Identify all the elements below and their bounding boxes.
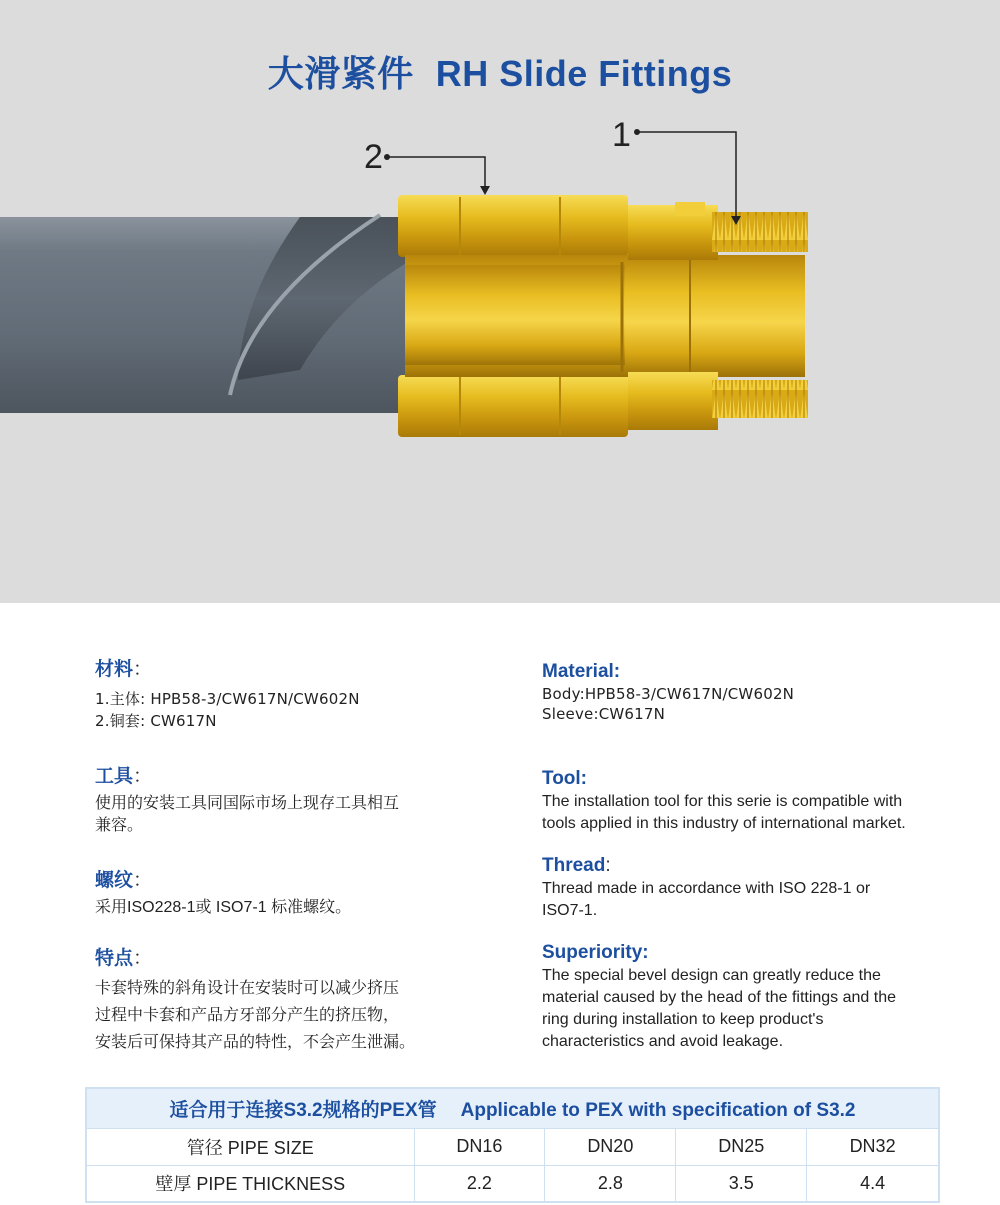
superiority-line-en: material caused by the head of the fittings and the — [542, 989, 897, 1006]
title-cn: 大滑紧件 — [267, 53, 414, 94]
spec-header-cn: 适合用于连接S3.2规格的PEX管 — [169, 1099, 437, 1121]
material-line-cn: 1.主体: HPB58-3/CW617N/CW602N — [95, 690, 360, 708]
callout-2-number: 2 — [364, 138, 383, 176]
tool-title-en: Tool: — [542, 768, 588, 789]
material-section-en — [542, 660, 962, 724]
thread-section-en — [542, 854, 962, 922]
thread-line-en: Thread made in accordance with ISO 228-1 or — [542, 880, 871, 897]
callout-2-leader — [387, 157, 485, 190]
feature-line-cn: 过程中卡套和产品方牙部分产生的挤压物， — [95, 1007, 400, 1024]
feature-line-cn: 安装后可保持其产品的特性，不会产生泄漏。 — [95, 1034, 416, 1051]
thread-title-en: Thread: — [542, 855, 611, 876]
tool-line-en: tools applied in this industry of international market. — [542, 815, 906, 832]
callout-1-number: 1 — [612, 116, 631, 154]
table-cell: 2.8 — [545, 1165, 676, 1202]
material-line-en: Sleeve:CW617N — [542, 705, 666, 723]
feature-title-cn: 特点： — [95, 948, 153, 969]
material-title-en: Material: — [542, 661, 621, 682]
spec-header-en: Applicable to PEX with specification of S3.2 — [460, 1099, 856, 1121]
table-cell: DN25 — [676, 1128, 807, 1165]
tool-section-cn — [95, 765, 495, 837]
thread-bottom — [712, 380, 808, 418]
tool-section-en — [542, 767, 962, 835]
table-cell: 2.2 — [414, 1165, 545, 1202]
brass-sleeve — [398, 195, 628, 257]
row-label-pipe-size: 管径 PIPE SIZE — [86, 1128, 414, 1165]
thread-top — [712, 212, 808, 252]
material-section-cn — [95, 658, 495, 732]
superiority-line-en: characteristics and avoid leakage. — [542, 1033, 784, 1050]
thread-title-cn: 螺纹： — [95, 870, 153, 891]
superiority-line-en: The special bevel design can greatly reduce the — [542, 967, 881, 984]
table-cell: DN20 — [545, 1128, 676, 1165]
table-cell: 3.5 — [676, 1165, 807, 1202]
superiority-line-en: ring during installation to keep product's — [542, 1011, 824, 1028]
table-row — [86, 1165, 939, 1202]
title-en: RH Slide Fittings — [435, 53, 733, 94]
feature-line-cn: 卡套特殊的斜角设计在安装时可以减少挤压 — [95, 980, 400, 997]
superiority-section-en — [542, 941, 962, 1053]
material-line-en: Body:HPB58-3/CW617N/CW602N — [542, 685, 795, 703]
table-cell: DN32 — [807, 1128, 939, 1165]
tool-line-en: The installation tool for this serie is compatible with — [542, 793, 903, 810]
feature-section-cn — [95, 947, 495, 1056]
material-line-cn: 2.铜套: CW617N — [95, 712, 217, 730]
spec-table-header — [86, 1088, 939, 1128]
table-row — [86, 1128, 939, 1165]
tool-title-cn: 工具： — [95, 766, 153, 787]
superiority-title-en: Superiority: — [542, 942, 649, 963]
thread-section-cn — [95, 869, 495, 919]
thread-line-en: ISO7-1. — [542, 902, 598, 919]
tool-line-cn: 使用的安装工具同国际市场上现存工具相互 — [95, 795, 400, 812]
table-cell: DN16 — [414, 1128, 545, 1165]
thread-line-cn: 采用ISO228-1或 ISO7-1 标准螺纹。 — [95, 899, 352, 916]
material-title-cn: 材料： — [95, 659, 153, 680]
spec-table — [85, 1087, 940, 1203]
row-label-pipe-thickness: 壁厚 PIPE THICKNESS — [86, 1165, 414, 1202]
tool-line-cn: 兼容。 — [95, 817, 144, 834]
table-cell: 4.4 — [807, 1165, 939, 1202]
